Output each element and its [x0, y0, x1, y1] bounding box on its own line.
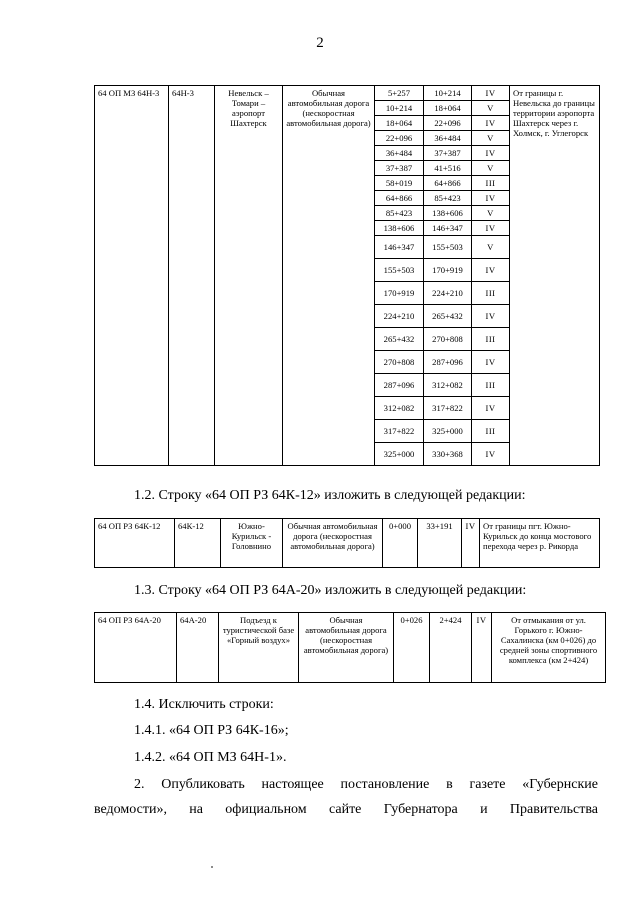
road-table-64k12: [94, 518, 600, 568]
segment-from: 287+096: [375, 374, 424, 397]
segment-category: IV: [472, 116, 510, 131]
segment-from: 64+866: [375, 191, 424, 206]
heading-1-2: 1.2. Строку «64 ОП РЗ 64К-12» изложить в следующей редакции:: [134, 488, 526, 503]
cell-road-name: Невельск – Томари – аэропорт Шахтерск: [215, 86, 283, 466]
cell-road-type: Обычная автомобильная дорога (нескоростная автомобильная дорога): [299, 613, 394, 683]
segment-to: 37+387: [424, 146, 472, 161]
item-1-4-1: 1.4.1. «64 ОП РЗ 64К-16»;: [134, 723, 289, 738]
segment-category: V: [472, 131, 510, 146]
cell-description: От отмыкания от ул. Горького г. Южно-Сахалинска (км 0+026) до средней зоны спортивного комплекса (км 2+424): [492, 613, 606, 683]
segment-to: 330+368: [424, 443, 472, 466]
segment-category: IV: [472, 221, 510, 236]
segment-category: IV: [472, 397, 510, 420]
segment-to: 64+866: [424, 176, 472, 191]
road-table-64a20: [94, 612, 606, 683]
segment-to: 138+606: [424, 206, 472, 221]
segment-from: 146+347: [375, 236, 424, 259]
page-number: 2: [316, 35, 324, 51]
segment-to: 317+822: [424, 397, 472, 420]
cell-road-name: Подъезд к туристической базе «Горный воздух»: [219, 613, 299, 683]
segment-category: V: [472, 101, 510, 116]
segment-from: 224+210: [375, 305, 424, 328]
segment-category: III: [472, 176, 510, 191]
segment-from: 170+919: [375, 282, 424, 305]
segment-from: 270+808: [375, 351, 424, 374]
segment-from: 36+484: [375, 146, 424, 161]
segment-from: 37+387: [375, 161, 424, 176]
segment-category: IV: [472, 305, 510, 328]
segment-from: 85+423: [375, 206, 424, 221]
cell-road-type: Обычная автомобильная дорога (нескоростная автомобильная дорога): [283, 86, 375, 466]
segment-category: IV: [472, 146, 510, 161]
cell-description: От границы г. Невельска до границы территории аэропорта Шахтерск через г. Холмск, г. Углегорск: [510, 86, 600, 466]
segment-row: [95, 86, 600, 101]
segment-from: 10+214: [375, 101, 424, 116]
segment-category: IV: [472, 443, 510, 466]
segment-to: 36+484: [424, 131, 472, 146]
segment-to: 155+503: [424, 236, 472, 259]
segment-to: 85+423: [424, 191, 472, 206]
cell-km-to: 2+424: [430, 613, 472, 683]
segment-to: 41+516: [424, 161, 472, 176]
item-2-line-2: ведомости», на официальном сайте Губернатора и Правительства: [94, 802, 598, 817]
segment-category: IV: [472, 86, 510, 101]
heading-1-3: 1.3. Строку «64 ОП РЗ 64А-20» изложить в следующей редакции:: [134, 583, 527, 598]
item-2-line-1: 2. Опубликовать настоящее постановление в газете «Губернские: [134, 777, 598, 792]
item-1-4-2: 1.4.2. «64 ОП МЗ 64Н-1».: [134, 750, 287, 765]
cell-category: IV: [462, 519, 480, 568]
segment-category: III: [472, 282, 510, 305]
segment-category: IV: [472, 259, 510, 282]
segment-category: V: [472, 161, 510, 176]
segment-to: 10+214: [424, 86, 472, 101]
cell-code: 64 ОП РЗ 64А-20: [95, 613, 177, 683]
segment-to: 22+096: [424, 116, 472, 131]
segment-category: III: [472, 420, 510, 443]
cell-code: 64 ОП РЗ 64К-12: [95, 519, 175, 568]
cell-short-code: 64А-20: [177, 613, 219, 683]
segment-from: 22+096: [375, 131, 424, 146]
road-table-64n3: [94, 85, 600, 466]
cell-short-code: 64Н-3: [169, 86, 215, 466]
cell-category: IV: [472, 613, 492, 683]
scan-speck: [211, 866, 213, 868]
item-1-4: 1.4. Исключить строки:: [134, 697, 274, 712]
segment-category: III: [472, 328, 510, 351]
segment-category: V: [472, 206, 510, 221]
segment-from: 138+606: [375, 221, 424, 236]
segment-category: IV: [472, 191, 510, 206]
cell-km-to: 33+191: [418, 519, 462, 568]
cell-km-from: 0+000: [383, 519, 418, 568]
segment-to: 224+210: [424, 282, 472, 305]
segment-from: 325+000: [375, 443, 424, 466]
segment-category: V: [472, 236, 510, 259]
cell-code: 64 ОП МЗ 64Н-3: [95, 86, 169, 466]
cell-description: От границы пгт. Южно-Курильск до конца мостового перехода через р. Рикорда: [480, 519, 600, 568]
segment-from: 18+064: [375, 116, 424, 131]
segment-category: IV: [472, 351, 510, 374]
segment-to: 325+000: [424, 420, 472, 443]
segment-from: 58+019: [375, 176, 424, 191]
segment-to: 312+082: [424, 374, 472, 397]
cell-road-name: Южно-Курильск - Головнино: [221, 519, 283, 568]
cell-road-type: Обычная автомобильная дорога (нескоростная автомобильная дорога): [283, 519, 383, 568]
segment-to: 18+064: [424, 101, 472, 116]
segment-to: 170+919: [424, 259, 472, 282]
segment-from: 155+503: [375, 259, 424, 282]
segment-to: 265+432: [424, 305, 472, 328]
segment-to: 146+347: [424, 221, 472, 236]
segment-category: III: [472, 374, 510, 397]
segment-from: 312+082: [375, 397, 424, 420]
cell-km-from: 0+026: [394, 613, 430, 683]
segment-to: 287+096: [424, 351, 472, 374]
segment-to: 270+808: [424, 328, 472, 351]
segment-from: 317+822: [375, 420, 424, 443]
segment-from: 5+257: [375, 86, 424, 101]
segment-from: 265+432: [375, 328, 424, 351]
cell-short-code: 64К-12: [175, 519, 221, 568]
